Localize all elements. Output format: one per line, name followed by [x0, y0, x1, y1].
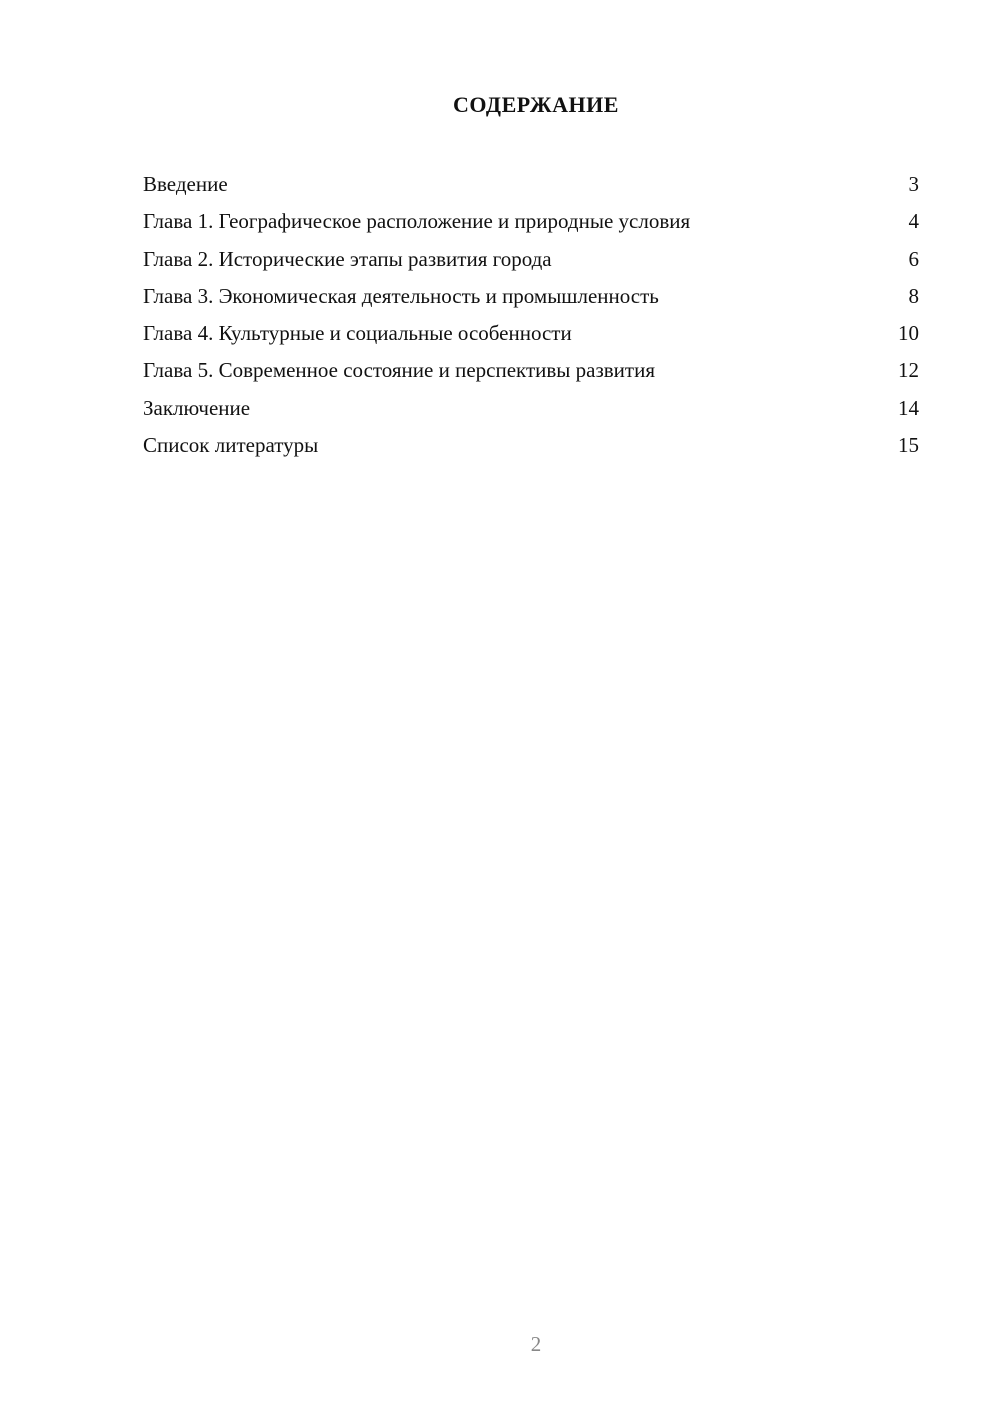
toc-entry-page: 6 — [908, 246, 919, 271]
toc-entry-label: Глава 2. Исторические этапы развития города — [143, 246, 552, 271]
toc-entry-chapter-5 — [143, 352, 919, 389]
toc-entry-chapter-1 — [143, 203, 919, 240]
toc-entry-label: Глава 4. Культурные и социальные особенности — [143, 321, 572, 346]
toc-entry-label: Глава 5. Современное состояние и перспективы развития — [143, 358, 655, 383]
toc-entry-chapter-3 — [143, 278, 919, 315]
toc-entry-label: Глава 1. Географическое расположение и природные условия — [143, 209, 691, 234]
toc-entry-conclusion — [143, 390, 919, 427]
table-of-contents — [143, 166, 919, 464]
toc-entry-chapter-2 — [143, 241, 919, 278]
page-number: 2 — [530, 1332, 542, 1356]
toc-entry-page: 8 — [908, 283, 919, 308]
page-title: СОДЕРЖАНИЕ — [453, 92, 619, 117]
toc-entry-page: 15 — [898, 433, 919, 458]
toc-entry-references — [143, 427, 919, 464]
toc-entry-label: Список литературы — [143, 433, 319, 458]
toc-entry-page: 14 — [898, 395, 919, 420]
toc-entry-page: 4 — [908, 209, 919, 234]
toc-entry-introduction — [143, 166, 919, 203]
toc-entry-page: 12 — [898, 358, 919, 383]
toc-entry-page: 10 — [898, 321, 919, 346]
toc-entry-label: Введение — [143, 172, 228, 196]
toc-entry-chapter-4 — [143, 315, 919, 352]
toc-entry-page: 3 — [908, 172, 919, 196]
toc-entry-label: Глава 3. Экономическая деятельность и промышленность — [143, 283, 659, 308]
toc-entry-label: Заключение — [143, 395, 251, 420]
